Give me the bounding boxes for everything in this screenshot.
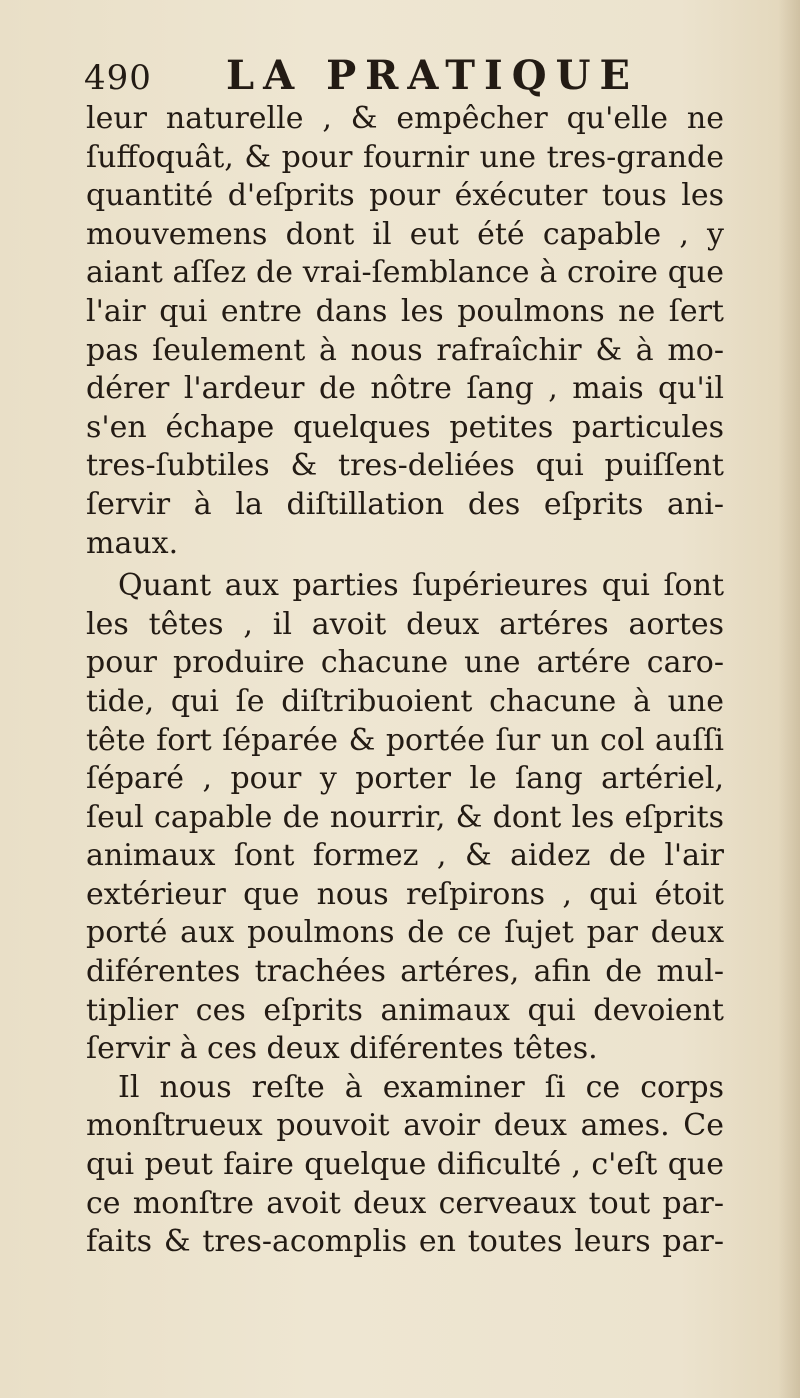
text-line: diférentes trachées artéres, afin de mul- [86,954,724,990]
text-line: porté aux poulmons de ce ſujet par deux [86,915,724,951]
text-line: maux. [86,525,179,561]
text-line: tres-ſubtiles & tres-deliées qui puiſſent [86,448,724,484]
text-line: pour produire chacune une artére caro- [86,645,724,681]
text-line: les têtes , il avoit deux artéres aortes [86,606,724,642]
text-line: pas ſeulement à nous rafraîchir & à mo- [86,332,724,368]
page-edge-shadow [778,0,800,1398]
page-header [84,52,724,102]
text-line: quantité d'eſprits pour éxécuter tous les [86,178,724,214]
text-line: monſtrueux pouvoit avoir deux ames. Ce [86,1108,724,1144]
text-line: aiant aſſez de vrai-ſemblance à croire que [86,255,724,291]
text-line: leur naturelle , & empêcher qu'elle ne [86,101,724,136]
text-line: ſervir à la diſtillation des eſprits ani- [86,486,724,522]
text-line: faits & tres-acomplis en toutes leurs par- [86,1224,724,1260]
paragraph-start-line: Il nous reſte à examiner ſi ce corps [118,1069,724,1105]
text-line: extérieur que nous reſpirons , qui étoit [86,876,724,912]
text-line: l'air qui entre dans les poulmons ne ſert [86,293,724,329]
page-number: 490 [84,58,152,98]
text-line: qui peut faire quelque dificulté , c'eſt que [86,1147,724,1183]
text-line: dérer l'ardeur de nôtre ſang , mais qu'il [86,371,724,407]
text-line: ſuffoquât, & pour fournir une tres-grande [86,139,724,175]
text-line: ſeul capable de nourrir, & dont les eſprits [86,799,724,835]
text-line: ſéparé , pour y porter le ſang artériel, [86,761,724,797]
text-line: tiplier ces eſprits animaux qui devoient [86,992,724,1028]
text-line: ce monſtre avoit deux cerveaux tout par- [86,1185,724,1221]
text-line: mouvemens dont il eut été capable , y [86,216,724,252]
text-line: tête fort ſéparée & portée ſur un col auſſi [86,722,724,758]
text-line: animaux ſont formez , & aidez de l'air [86,838,724,874]
text-line: s'en échape quelques petites particules [86,409,724,445]
text-line: ſervir à ces deux diférentes têtes. [86,1031,598,1067]
running-head: LA PRATIQUE [226,52,639,99]
paragraph-start-line: Quant aux parties ſupérieures qui ſont [118,568,724,604]
text-line: tide, qui ſe diſtribuoient chacune à une [86,683,724,719]
body-text [86,100,724,1262]
